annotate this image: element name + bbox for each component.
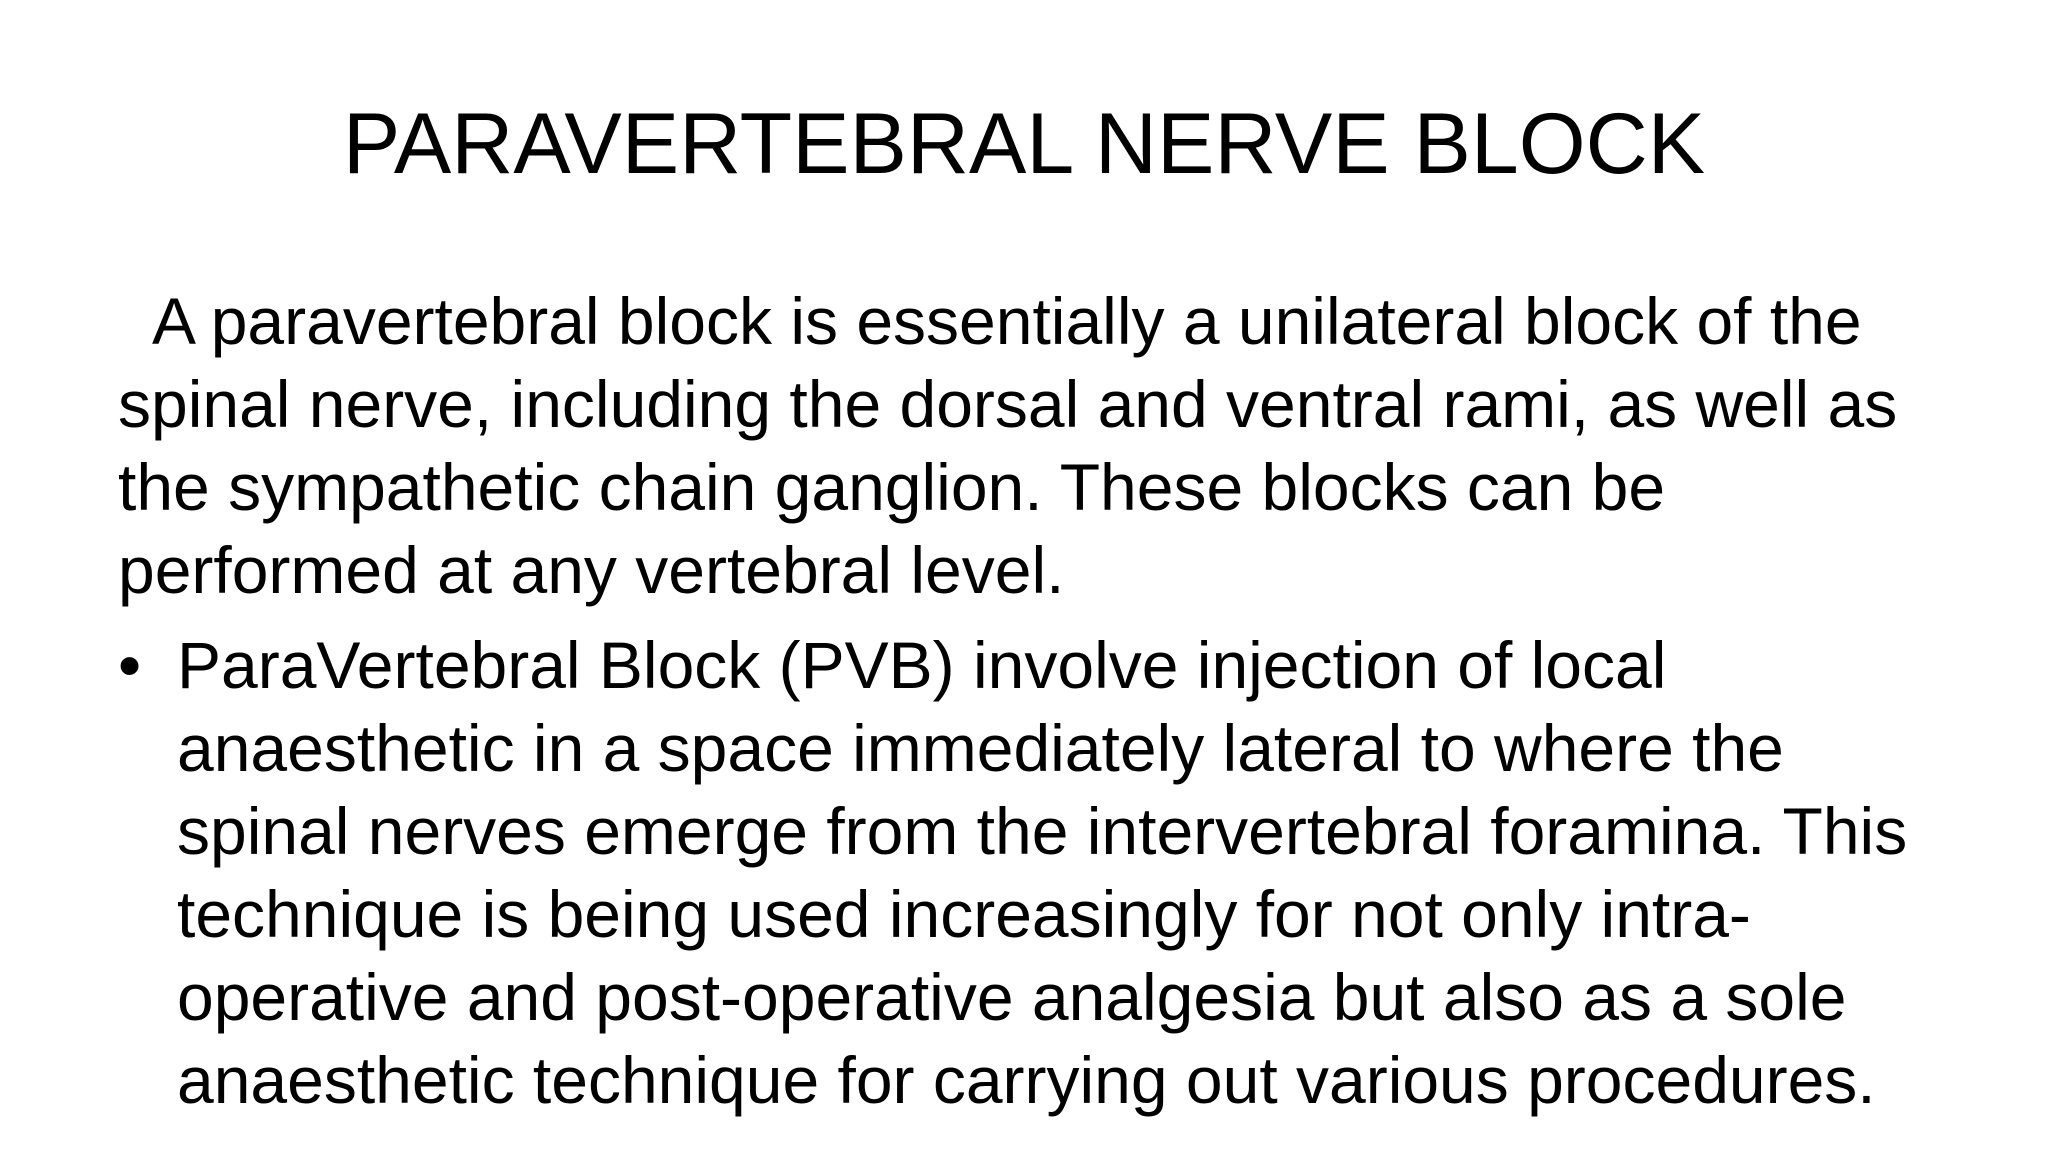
slide-title: PARAVERTEBRAL NERVE BLOCK (342, 96, 1706, 192)
bullet-marker: • (118, 628, 142, 702)
intro-paragraph: A paravertebral block is essentially a unilateral block of the spinal nerve, including the dorsal and ventral rami, as well as the sympathetic chain ganglion. These blocks can be performed at any vertebral level. (118, 284, 1898, 607)
bullet-text: ParaVertebral Block (PVB) involve injection of local anaesthetic in a space immediately lateral to where the spinal nerves emerge from the intervertebral foramina. This technique is being used increasingly for not only intra-operative and post-operative analgesia but also as a sole anaesthetic technique for carrying out various procedures. (177, 628, 1908, 1117)
